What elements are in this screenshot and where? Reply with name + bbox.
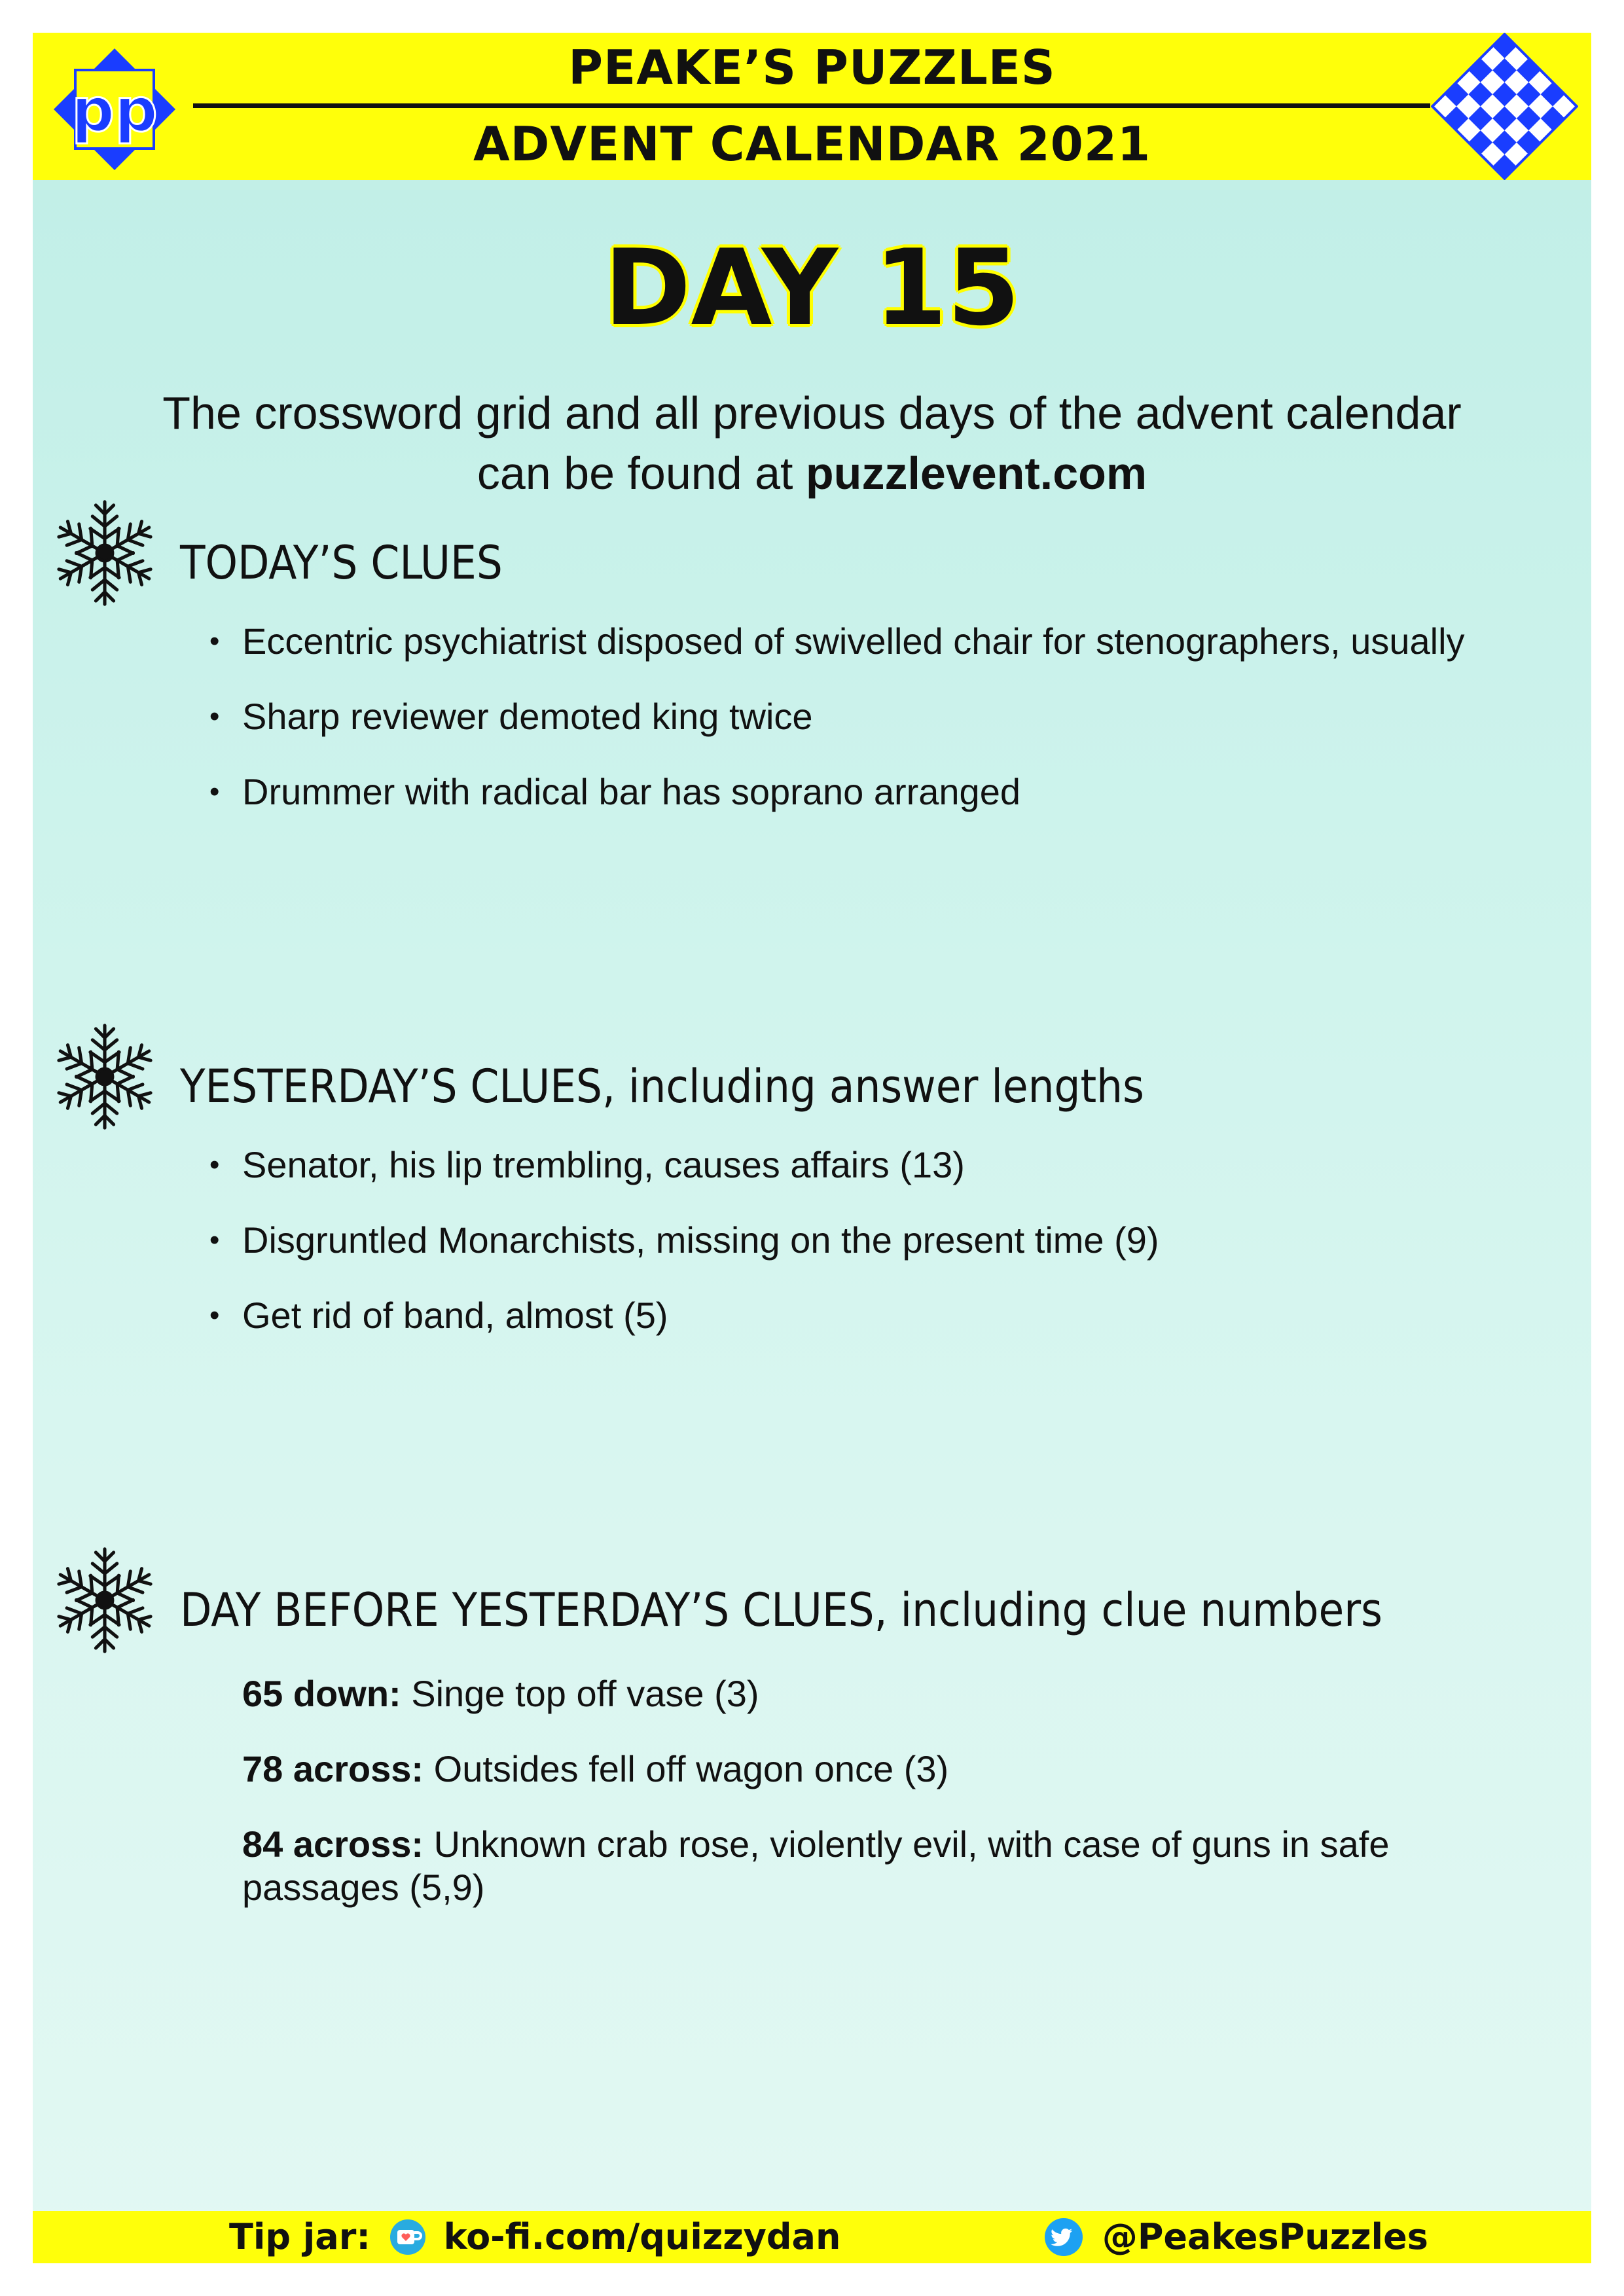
header-divider xyxy=(193,103,1430,108)
day-before-clues-heading: DAY BEFORE YESTERDAY’S CLUES, including clue numbers xyxy=(180,1583,1382,1637)
svg-text:pp: pp xyxy=(71,75,158,145)
yesterdays-clues-list xyxy=(209,1142,1159,1368)
list-item: • Sharp reviewer demoted king twice xyxy=(209,694,1465,740)
header-banner xyxy=(33,33,1591,180)
twitter-handle[interactable]: @PeakesPuzzles xyxy=(1102,2216,1428,2257)
intro-line-2 xyxy=(33,443,1591,503)
clue-text: Outsides fell off wagon once (3) xyxy=(424,1748,949,1789)
list-item: • Disgruntled Monarchists, missing on the present time (9) xyxy=(209,1217,1159,1263)
kofi-cup-icon xyxy=(389,2219,426,2255)
brand-title: PEAKE’S PUZZLES xyxy=(568,40,1056,95)
tip-jar xyxy=(229,2215,840,2259)
list-item: • Senator, his lip trembling, causes affairs (13) xyxy=(209,1142,1159,1188)
day-title: DAY 15 xyxy=(604,226,1020,349)
todays-clues-list xyxy=(209,619,1465,844)
list-item: • Eccentric psychiatrist disposed of swivelled chair for stenographers, usually xyxy=(209,619,1465,664)
todays-clues-heading: TODAY’S CLUES xyxy=(180,536,503,590)
puzzlevent-link[interactable]: puzzlevent.com xyxy=(805,448,1147,499)
footer-banner xyxy=(33,2211,1591,2263)
twitter-handle-group xyxy=(1044,2215,1428,2259)
clue-number: 65 down: xyxy=(242,1673,401,1714)
intro-line-1: The crossword grid and all previous days of the advent calendar xyxy=(162,387,1462,439)
clue-text: Unknown crab rose, violently evil, with case of guns in safe passages (5,9) xyxy=(242,1823,1390,1908)
intro-text xyxy=(33,383,1591,503)
brand-subtitle: ADVENT CALENDAR 2021 xyxy=(473,117,1151,171)
day-before-clues-list xyxy=(242,1672,1486,1941)
twitter-bird-icon xyxy=(1044,2217,1083,2257)
kofi-link[interactable]: ko-fi.com/quizzydan xyxy=(443,2216,841,2257)
intro-line-2-prefix: can be found at xyxy=(477,448,806,499)
clue-text: Singe top off vase (3) xyxy=(401,1673,759,1714)
snowflake-icon xyxy=(49,1014,160,1139)
tip-label: Tip jar: xyxy=(229,2216,370,2257)
crossword-grid-icon xyxy=(1431,33,1578,180)
snowflake-icon xyxy=(49,491,160,615)
clue-number: 84 across: xyxy=(242,1823,424,1865)
list-item xyxy=(242,1672,1486,1715)
yesterdays-clues-heading: YESTERDAY’S CLUES, including answer lengths xyxy=(180,1060,1144,1113)
snowflake-icon xyxy=(49,1538,160,1662)
list-item: • Drummer with radical bar has soprano arranged xyxy=(209,769,1465,815)
list-item xyxy=(242,1823,1486,1909)
list-item: • Get rid of band, almost (5) xyxy=(209,1293,1159,1338)
page xyxy=(33,33,1591,2263)
clue-number: 78 across: xyxy=(242,1748,424,1789)
list-item xyxy=(242,1748,1486,1791)
